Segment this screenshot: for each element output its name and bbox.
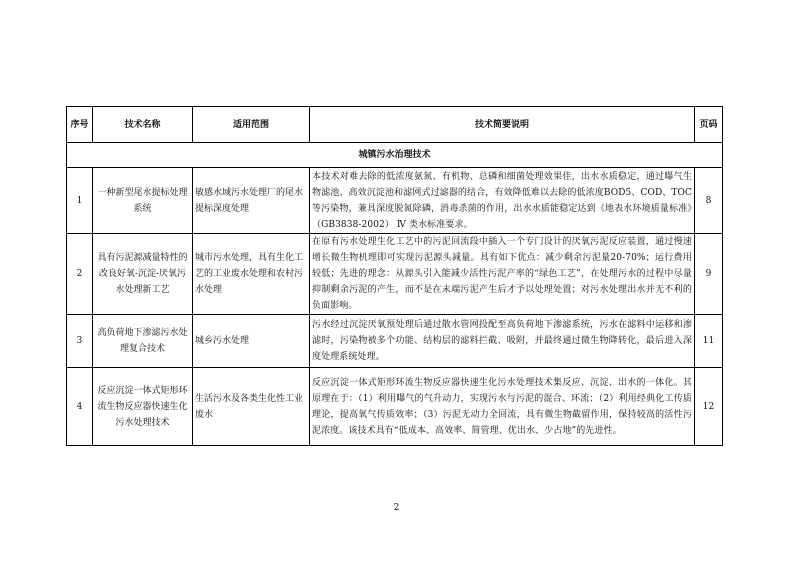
table-row bbox=[67, 368, 723, 446]
section-title: 城镇污水治理技术 bbox=[67, 143, 723, 168]
row-page: 8 bbox=[695, 168, 723, 234]
row-desc: 本技术对难去除的低浓度氨氮、有机物、总磷和细菌处理效果佳，出水水质稳定，通过曝气生物滤池、高效沉淀池和滤网式过滤器的结合，有效降低难以去除的低浓度BOD5、COD、TOC 等污染物，兼具深度脱氮除磷，消毒杀菌的作用，出水水质能稳定达到《地表水环境质量标准》（GB3838-2002） Ⅳ 类水标准要求。 bbox=[310, 168, 695, 234]
technology-table bbox=[66, 106, 723, 446]
row-scope: 生活污水及各类生化性工业废水 bbox=[193, 368, 310, 446]
row-scope: 城市污水处理，具有生化工艺的工业废水处理和农村污水处理 bbox=[193, 234, 310, 315]
section-row bbox=[67, 143, 723, 168]
page-number: 2 bbox=[393, 503, 400, 513]
row-name: 一种新型尾水提标处理系统 bbox=[93, 168, 193, 234]
row-page: 9 bbox=[695, 234, 723, 315]
table-header-row bbox=[67, 107, 723, 143]
row-no: 3 bbox=[67, 315, 93, 368]
row-page: 11 bbox=[695, 315, 723, 368]
row-page: 12 bbox=[695, 368, 723, 446]
row-desc: 污水经过沉淀厌氧预处理后通过散水管网投配至高负荷地下渗滤系统，污水在滤料中运移和渗滤时，污染物被多个功能、结构层的滤料拦截、吸附，并最终通过微生物降转化，最后进入深度处理系统处理。 bbox=[310, 315, 695, 368]
table-row bbox=[67, 315, 723, 368]
header-page: 页码 bbox=[695, 107, 723, 143]
row-no: 2 bbox=[67, 234, 93, 315]
row-name: 具有污泥源减量特性的改良好氧-沉淀-厌氧污水处理新工艺 bbox=[93, 234, 193, 315]
header-desc: 技术简要说明 bbox=[310, 107, 695, 143]
row-desc: 在原有污水处理生化工艺中的污泥回流段中插入一个专门设计的厌氧污泥反应装置，通过慢速增长微生物机理即可实现污泥源头减量。具有如下优点：减少剩余污泥量20-70%；运行费用较低；先进的理念：从源头引入能减少活性污泥产率的“绿色工艺”，在处理污水的过程中尽量抑制剩余污泥的产生，而不是在末端污泥产生后才予以处理处置；对污水处理出水并无不利的负面影响。 bbox=[310, 234, 695, 315]
row-name: 反应沉淀一体式矩形环流生物反应器快速生化污水处理技术 bbox=[93, 368, 193, 446]
table-row bbox=[67, 234, 723, 315]
row-name: 高负荷地下渗滤污水处理复合技术 bbox=[93, 315, 193, 368]
row-no: 4 bbox=[67, 368, 93, 446]
table-row bbox=[67, 168, 723, 234]
row-desc: 反应沉淀一体式矩形环流生物反应器快速生化污水处理技术集反应、沉淀、出水的一体化。其原理在于：（1）利用曝气的气升动力，实现污水与污泥的混合、环流；（2）利用经典化工传质理论，提高氧气传质效率；（3）污泥无动力全回流，具有微生物截留作用，保持较高的活性污泥浓度。该技术具有“低成本、高效率、简管理、优出水、少占地”的先进性。 bbox=[310, 368, 695, 446]
header-scope: 适用范围 bbox=[193, 107, 310, 143]
row-no: 1 bbox=[67, 168, 93, 234]
header-no: 序号 bbox=[67, 107, 93, 143]
header-name: 技术名称 bbox=[93, 107, 193, 143]
row-scope: 敏感水域污水处理厂的尾水提标深度处理 bbox=[193, 168, 310, 234]
row-scope: 城乡污水处理 bbox=[193, 315, 310, 368]
